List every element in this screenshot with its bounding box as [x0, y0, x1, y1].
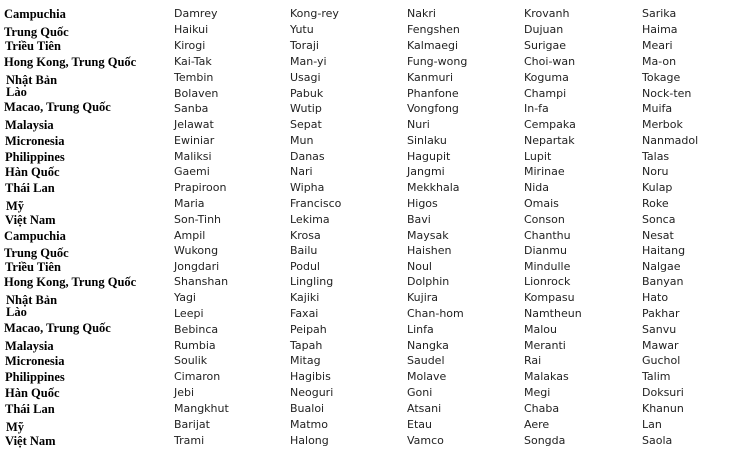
table-row	[0, 385, 750, 401]
typhoon-name: Linfa	[407, 323, 434, 336]
table-row	[0, 259, 750, 275]
typhoon-name: Nanmadol	[642, 134, 699, 147]
country-label: Micronesia	[5, 354, 65, 368]
country-label: Hàn Quốc	[5, 386, 60, 400]
typhoon-name: Bolaven	[174, 87, 219, 100]
typhoon-name: Malakas	[524, 370, 569, 383]
typhoon-name: Nesat	[642, 229, 674, 242]
typhoon-name: Dianmu	[524, 244, 567, 257]
typhoon-name: Roke	[642, 197, 669, 210]
typhoon-name: Cimaron	[174, 370, 221, 383]
typhoon-name: Kajiki	[290, 291, 320, 304]
typhoon-name: Nuri	[407, 118, 430, 131]
typhoon-name: Cempaka	[524, 118, 576, 131]
table-row	[0, 274, 750, 290]
typhoon-name: Francisco	[290, 197, 342, 210]
country-label: Mỹ	[6, 420, 25, 434]
typhoon-name: Matmo	[290, 418, 328, 431]
typhoon-name: Merbok	[642, 118, 683, 131]
typhoon-name: Haitang	[642, 244, 686, 257]
typhoon-name: Pakhar	[642, 307, 680, 320]
typhoon-name: Chaba	[524, 402, 560, 415]
typhoon-name: Fengshen	[407, 23, 460, 36]
typhoon-name: Noul	[407, 260, 432, 273]
table-row	[0, 369, 750, 385]
table-row	[0, 54, 750, 70]
typhoon-name: Songda	[524, 434, 566, 447]
typhoon-name: Dujuan	[524, 23, 564, 36]
typhoon-name: Bebinca	[174, 323, 219, 336]
table-row	[0, 228, 750, 244]
typhoon-name: Meranti	[524, 339, 566, 352]
typhoon-name: Nangka	[407, 339, 449, 352]
typhoon-name: Bualoi	[290, 402, 325, 415]
typhoon-name: Mun	[290, 134, 314, 147]
typhoon-name: Pabuk	[290, 87, 324, 100]
table-row	[0, 149, 750, 165]
typhoon-name: Champi	[524, 87, 567, 100]
typhoon-name: Mirinae	[524, 165, 565, 178]
typhoon-name: Tembin	[174, 71, 214, 84]
table-row	[0, 212, 750, 228]
typhoon-name: Kalmaegi	[407, 39, 459, 52]
country-label: Hong Kong, Trung Quốc	[4, 275, 137, 289]
typhoon-name: Tapah	[290, 339, 323, 352]
typhoon-name: Hagupit	[407, 150, 451, 163]
typhoon-name: Kanmuri	[407, 71, 453, 84]
typhoon-name: Kompasu	[524, 291, 575, 304]
typhoon-name: Megi	[524, 386, 551, 399]
typhoon-name: Mawar	[642, 339, 679, 352]
typhoon-name: Molave	[407, 370, 447, 383]
typhoon-name: Kong-rey	[290, 7, 339, 20]
typhoon-name: Namtheun	[524, 307, 582, 320]
typhoon-name: Lan	[642, 418, 662, 431]
table-row	[0, 22, 750, 38]
typhoon-name: Higos	[407, 197, 438, 210]
typhoon-name: Krovanh	[524, 7, 570, 20]
typhoon-name: Mitag	[290, 354, 321, 367]
typhoon-name: Sanvu	[642, 323, 677, 336]
typhoon-name: Surigae	[524, 39, 567, 52]
table-row	[0, 243, 750, 259]
country-label: Hàn Quốc	[5, 165, 60, 179]
table-row	[0, 401, 750, 417]
typhoon-name: Wutip	[290, 102, 322, 115]
typhoon-name: Hagibis	[290, 370, 331, 383]
table-row	[0, 433, 750, 449]
country-label: Thái Lan	[5, 181, 55, 195]
typhoon-name: Saola	[642, 434, 673, 447]
typhoon-name: Barijat	[174, 418, 210, 431]
typhoon-name: Podul	[290, 260, 320, 273]
typhoon-name: Ewiniar	[174, 134, 215, 147]
country-label: Campuchia	[4, 229, 66, 243]
country-label: Malaysia	[5, 339, 54, 353]
typhoon-name: Nari	[290, 165, 313, 178]
typhoon-name: Sarika	[642, 7, 677, 20]
country-label: Triều Tiên	[5, 260, 61, 274]
typhoon-name: Trami	[174, 434, 205, 447]
typhoon-name: Gaemi	[174, 165, 210, 178]
typhoon-name: Shanshan	[174, 275, 229, 288]
country-label: Hong Kong, Trung Quốc	[4, 55, 137, 69]
typhoon-name: Kai-Tak	[174, 55, 212, 68]
typhoon-name: In-fa	[524, 102, 549, 115]
table-row	[0, 38, 750, 54]
table-row	[0, 133, 750, 149]
table-row	[0, 180, 750, 196]
typhoon-name: Maliksi	[174, 150, 212, 163]
typhoon-name: Sepat	[290, 118, 322, 131]
table-row	[0, 338, 750, 354]
typhoon-name: Ma-on	[642, 55, 677, 68]
typhoon-name: Chan-hom	[407, 307, 464, 320]
typhoon-name: Jebi	[174, 386, 195, 399]
typhoon-name: Vamco	[407, 434, 444, 447]
typhoon-name: Mindulle	[524, 260, 571, 273]
typhoon-name: Prapiroon	[174, 181, 227, 194]
typhoon-name: Rai	[524, 354, 542, 367]
typhoon-name: Damrey	[174, 7, 218, 20]
typhoon-name: Talas	[642, 150, 670, 163]
typhoon-name: Hato	[642, 291, 669, 304]
typhoon-name: Omais	[524, 197, 559, 210]
country-label: Nhật Bản	[6, 293, 58, 307]
country-label: Macao, Trung Quốc	[4, 321, 111, 335]
table-row	[0, 306, 750, 322]
typhoon-name: Chanthu	[524, 229, 571, 242]
typhoon-name: Kirogi	[174, 39, 206, 52]
typhoon-name: Nakri	[407, 7, 436, 20]
typhoon-name: Goni	[407, 386, 433, 399]
country-label: Việt Nam	[5, 434, 56, 448]
typhoon-name: Haima	[642, 23, 678, 36]
typhoon-name: Jongdari	[174, 260, 220, 273]
country-label: Việt Nam	[5, 213, 56, 227]
typhoon-name: Yutu	[290, 23, 314, 36]
typhoon-name: Haikui	[174, 23, 209, 36]
country-label: Macao, Trung Quốc	[4, 100, 111, 114]
typhoon-name: Nock-ten	[642, 87, 692, 100]
typhoon-name: Meari	[642, 39, 673, 52]
typhoon-name: Maria	[174, 197, 205, 210]
country-label: Trung Quốc	[4, 25, 69, 39]
typhoon-name: Neoguri	[290, 386, 334, 399]
typhoon-name: Tokage	[642, 71, 681, 84]
typhoon-name: Kujira	[407, 291, 439, 304]
typhoon-name: Malou	[524, 323, 557, 336]
typhoon-name: Leepi	[174, 307, 204, 320]
typhoon-name: Phanfone	[407, 87, 459, 100]
typhoon-name: Kulap	[642, 181, 673, 194]
table-row	[0, 290, 750, 306]
typhoon-name: Sonca	[642, 213, 676, 226]
table-row	[0, 117, 750, 133]
country-label: Mỹ	[6, 199, 25, 213]
table-row	[0, 417, 750, 433]
typhoon-name: Vongfong	[407, 102, 459, 115]
typhoon-name: Dolphin	[407, 275, 450, 288]
typhoon-name: Nida	[524, 181, 550, 194]
country-label: Nhật Bản	[6, 73, 58, 87]
typhoon-name: Haishen	[407, 244, 452, 257]
typhoon-name: Sinlaku	[407, 134, 447, 147]
table-row	[0, 86, 750, 102]
typhoon-name: Nalgae	[642, 260, 681, 273]
typhoon-name: Atsani	[407, 402, 442, 415]
country-label: Thái Lan	[5, 402, 55, 416]
typhoon-name: Lupit	[524, 150, 552, 163]
typhoon-name: Khanun	[642, 402, 684, 415]
country-label: Triều Tiên	[5, 39, 61, 53]
country-label: Lào	[6, 85, 27, 99]
typhoon-name: Fung-wong	[407, 55, 468, 68]
typhoon-name: Usagi	[290, 71, 321, 84]
typhoon-name: Halong	[290, 434, 329, 447]
typhoon-name: Koguma	[524, 71, 569, 84]
typhoon-name: Saudel	[407, 354, 445, 367]
typhoon-name: Jangmi	[407, 165, 445, 178]
typhoon-name: Maysak	[407, 229, 449, 242]
table-row	[0, 322, 750, 338]
typhoon-name: Mekkhala	[407, 181, 460, 194]
typhoon-name: Krosa	[290, 229, 321, 242]
country-label: Micronesia	[5, 134, 65, 148]
typhoon-name: Lekima	[290, 213, 330, 226]
typhoon-name: Yagi	[174, 291, 196, 304]
typhoon-name: Lingling	[290, 275, 334, 288]
typhoon-name: Danas	[290, 150, 325, 163]
typhoon-name: Choi-wan	[524, 55, 576, 68]
typhoon-name: Guchol	[642, 354, 681, 367]
typhoon-name: Lionrock	[524, 275, 571, 288]
typhoon-name: Sanba	[174, 102, 209, 115]
country-label: Philippines	[5, 150, 65, 164]
country-label: Philippines	[5, 370, 65, 384]
typhoon-name: Jelawat	[174, 118, 214, 131]
country-label: Lào	[6, 305, 27, 319]
typhoon-name: Son-Tinh	[174, 213, 222, 226]
typhoon-name: Etau	[407, 418, 432, 431]
country-label: Malaysia	[5, 118, 54, 132]
typhoon-name: Nepartak	[524, 134, 575, 147]
typhoon-name: Mangkhut	[174, 402, 229, 415]
country-label: Trung Quốc	[4, 246, 69, 260]
country-label: Campuchia	[4, 7, 66, 21]
typhoon-name: Toraji	[290, 39, 319, 52]
typhoon-name: Soulik	[174, 354, 208, 367]
typhoon-name: Wukong	[174, 244, 219, 257]
table-row	[0, 70, 750, 86]
typhoon-name: Aere	[524, 418, 550, 431]
table-row	[0, 101, 750, 117]
typhoon-name: Conson	[524, 213, 565, 226]
typhoon-name: Ampil	[174, 229, 206, 242]
typhoon-name: Wipha	[290, 181, 325, 194]
typhoon-name: Bailu	[290, 244, 318, 257]
table-row	[0, 164, 750, 180]
typhoon-name: Doksuri	[642, 386, 684, 399]
typhoon-name: Noru	[642, 165, 669, 178]
typhoon-name: Peipah	[290, 323, 327, 336]
typhoon-name: Rumbia	[174, 339, 216, 352]
table-row	[0, 353, 750, 369]
typhoon-name: Bavi	[407, 213, 431, 226]
typhoon-name: Talim	[642, 370, 671, 383]
table-row	[0, 6, 750, 22]
typhoon-name: Banyan	[642, 275, 684, 288]
typhoon-name: Muifa	[642, 102, 673, 115]
table-row	[0, 196, 750, 212]
typhoon-name: Man-yi	[290, 55, 327, 68]
typhoon-name: Faxai	[290, 307, 319, 320]
